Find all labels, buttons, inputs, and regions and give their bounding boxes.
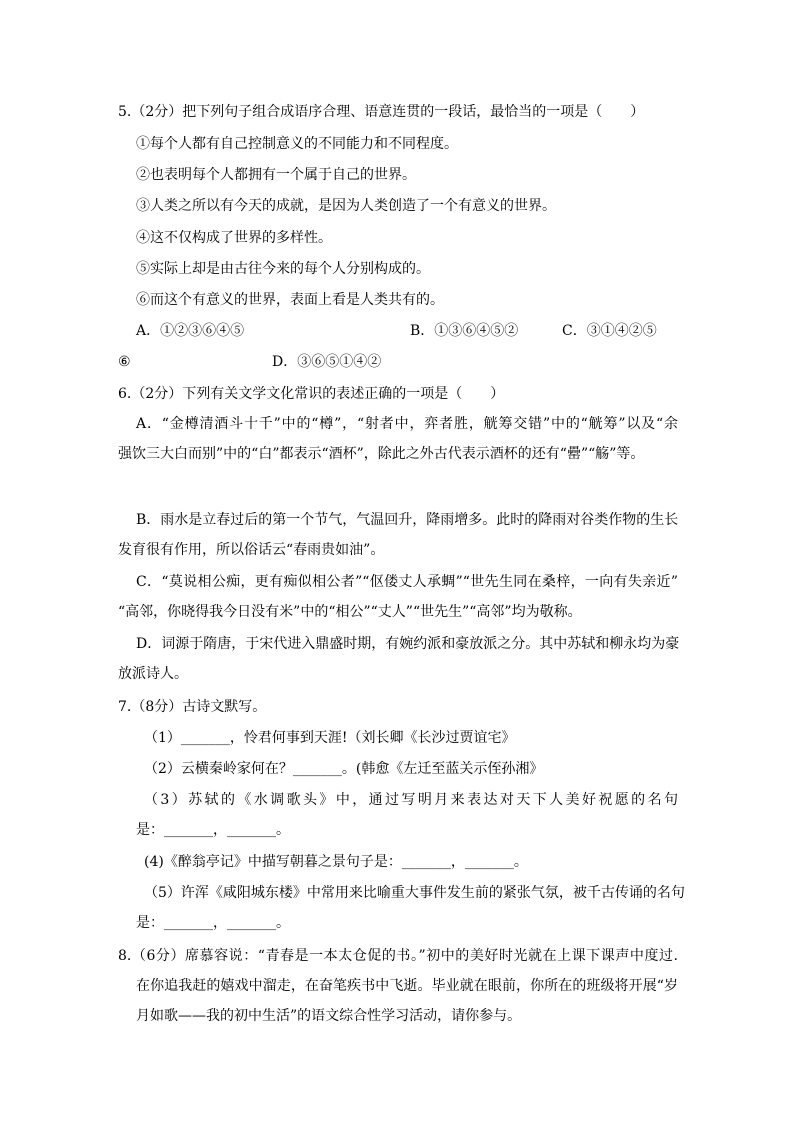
q6-c-line-2: “高邻，你晓得我今日没有米”中的“相公”“丈人”“世先生”“高邻”均为敬称。 [118, 604, 582, 620]
q5-option-c: C．③①④②⑤ [562, 323, 657, 339]
q6-a-line-1: A．“金樽清酒斗十千”中的“樽”，“射者中，弈者胜，觥筹交错”中的“觥筹”以及“余 [136, 416, 678, 432]
q6-b-line-1: B．雨水是立春过后的第一个节气，气温回升，降雨增多。此时的降雨对谷类作物的生长 [136, 512, 679, 528]
q5-sentence-5: ⑤实际上却是由古往今来的每个人分别构成的。 [136, 261, 430, 277]
q5-stem: 5.（2分）把下列句子组合成语序合理、语意连贯的一段话，最恰当的一项是（ ） [118, 104, 645, 120]
q5-option-c-cont: ⑥ [118, 354, 131, 370]
q7-item-3-line-2: 是：_______，_______。 [136, 822, 290, 838]
q6-a-line-2: 强饮三大白而别”中的“白”都表示“酒杯”，除此之外古代表示酒杯的还有“罍”“觞”等。 [118, 446, 645, 462]
q7-item-1: （1）_______，怜君何事到天涯!（刘长卿《长沙过贾谊宅》 [144, 730, 516, 746]
q5-sentence-2: ②也表明每个人都拥有一个属于自己的世界。 [136, 167, 416, 183]
q6-d-line-1: D．词源于隋唐，于宋代进入鼎盛时期，有婉约派和豪放派之分。其中苏轼和柳永均为豪 [136, 636, 680, 652]
q6-option-a [118, 409, 678, 469]
q6-option-c [118, 567, 678, 627]
q6-stem: 6.（2分）下列有关文学文化常识的表述正确的一项是（ ） [118, 386, 505, 402]
q8-line-1: 8.（6分）席慕容说：“青春是一本太仓促的书。”初中的美好时光就在上课下课声中度过. [118, 948, 678, 964]
q6-b-line-2: 发育很有作用，所以俗话云“春雨贵如油”。 [118, 542, 385, 558]
q6-option-b [118, 505, 678, 565]
q5-sentence-1: ①每个人都有自己控制意义的不同能力和不同程度。 [136, 136, 458, 152]
q5-sentence-4: ④这不仅构成了世界的多样性。 [136, 230, 332, 246]
q6-option-d [118, 629, 678, 689]
q5-option-d: D．③⑥⑤①④② [272, 354, 382, 370]
q7-item-5-line-2: 是：_______，_______。 [136, 915, 290, 931]
q8-line-2: 在你追我赶的嬉戏中溜走，在奋笔疾书中飞逝。毕业就在眼前，你所在的班级将开展“岁 [136, 978, 678, 994]
q6-c-line-1: C．“莫说相公痴，更有痴似相公者”“伛偻丈人承蜩”“世先生同在桑梓，一向有失亲近” [136, 574, 678, 590]
q7-item-3-line-1: （3）苏轼的《水调歌头》中，通过写明月来表达对天下人美好祝愿的名句 [144, 792, 678, 808]
q5-option-b: B．①③⑥④⑤② [410, 323, 519, 339]
q5-sentence-6: ⑥而这个有意义的世界，表面上看是人类共有的。 [136, 292, 444, 308]
q5-option-a: A．①②③⑥④⑤ [136, 323, 245, 339]
q8-stem [118, 941, 678, 1031]
q7-stem: 7.（8分）古诗文默写。 [118, 699, 267, 715]
q7-item-3 [118, 785, 678, 845]
q8-line-3: 月如歌——我的初中生活”的语文综合性学习活动，请你参与。 [136, 1008, 522, 1024]
q7-item-5-line-1: （5）许浑《咸阳城东楼》中常用来比喻重大事件发生前的紧张气氛，被千古传诵的名句 [144, 885, 685, 901]
q6-d-line-2: 放派诗人。 [118, 666, 188, 682]
q7-item-4: (4)《醉翁亭记》中描写朝暮之景句子是：_______，_______。 [144, 854, 528, 870]
q7-item-5 [118, 878, 685, 938]
q7-item-2: （2）云横秦岭家何在？_______。(韩愈《左迁至蓝关示侄孙湘》 [144, 761, 544, 777]
q5-sentence-3: ③人类之所以有今天的成就，是因为人类创造了一个有意义的世界。 [136, 198, 556, 214]
